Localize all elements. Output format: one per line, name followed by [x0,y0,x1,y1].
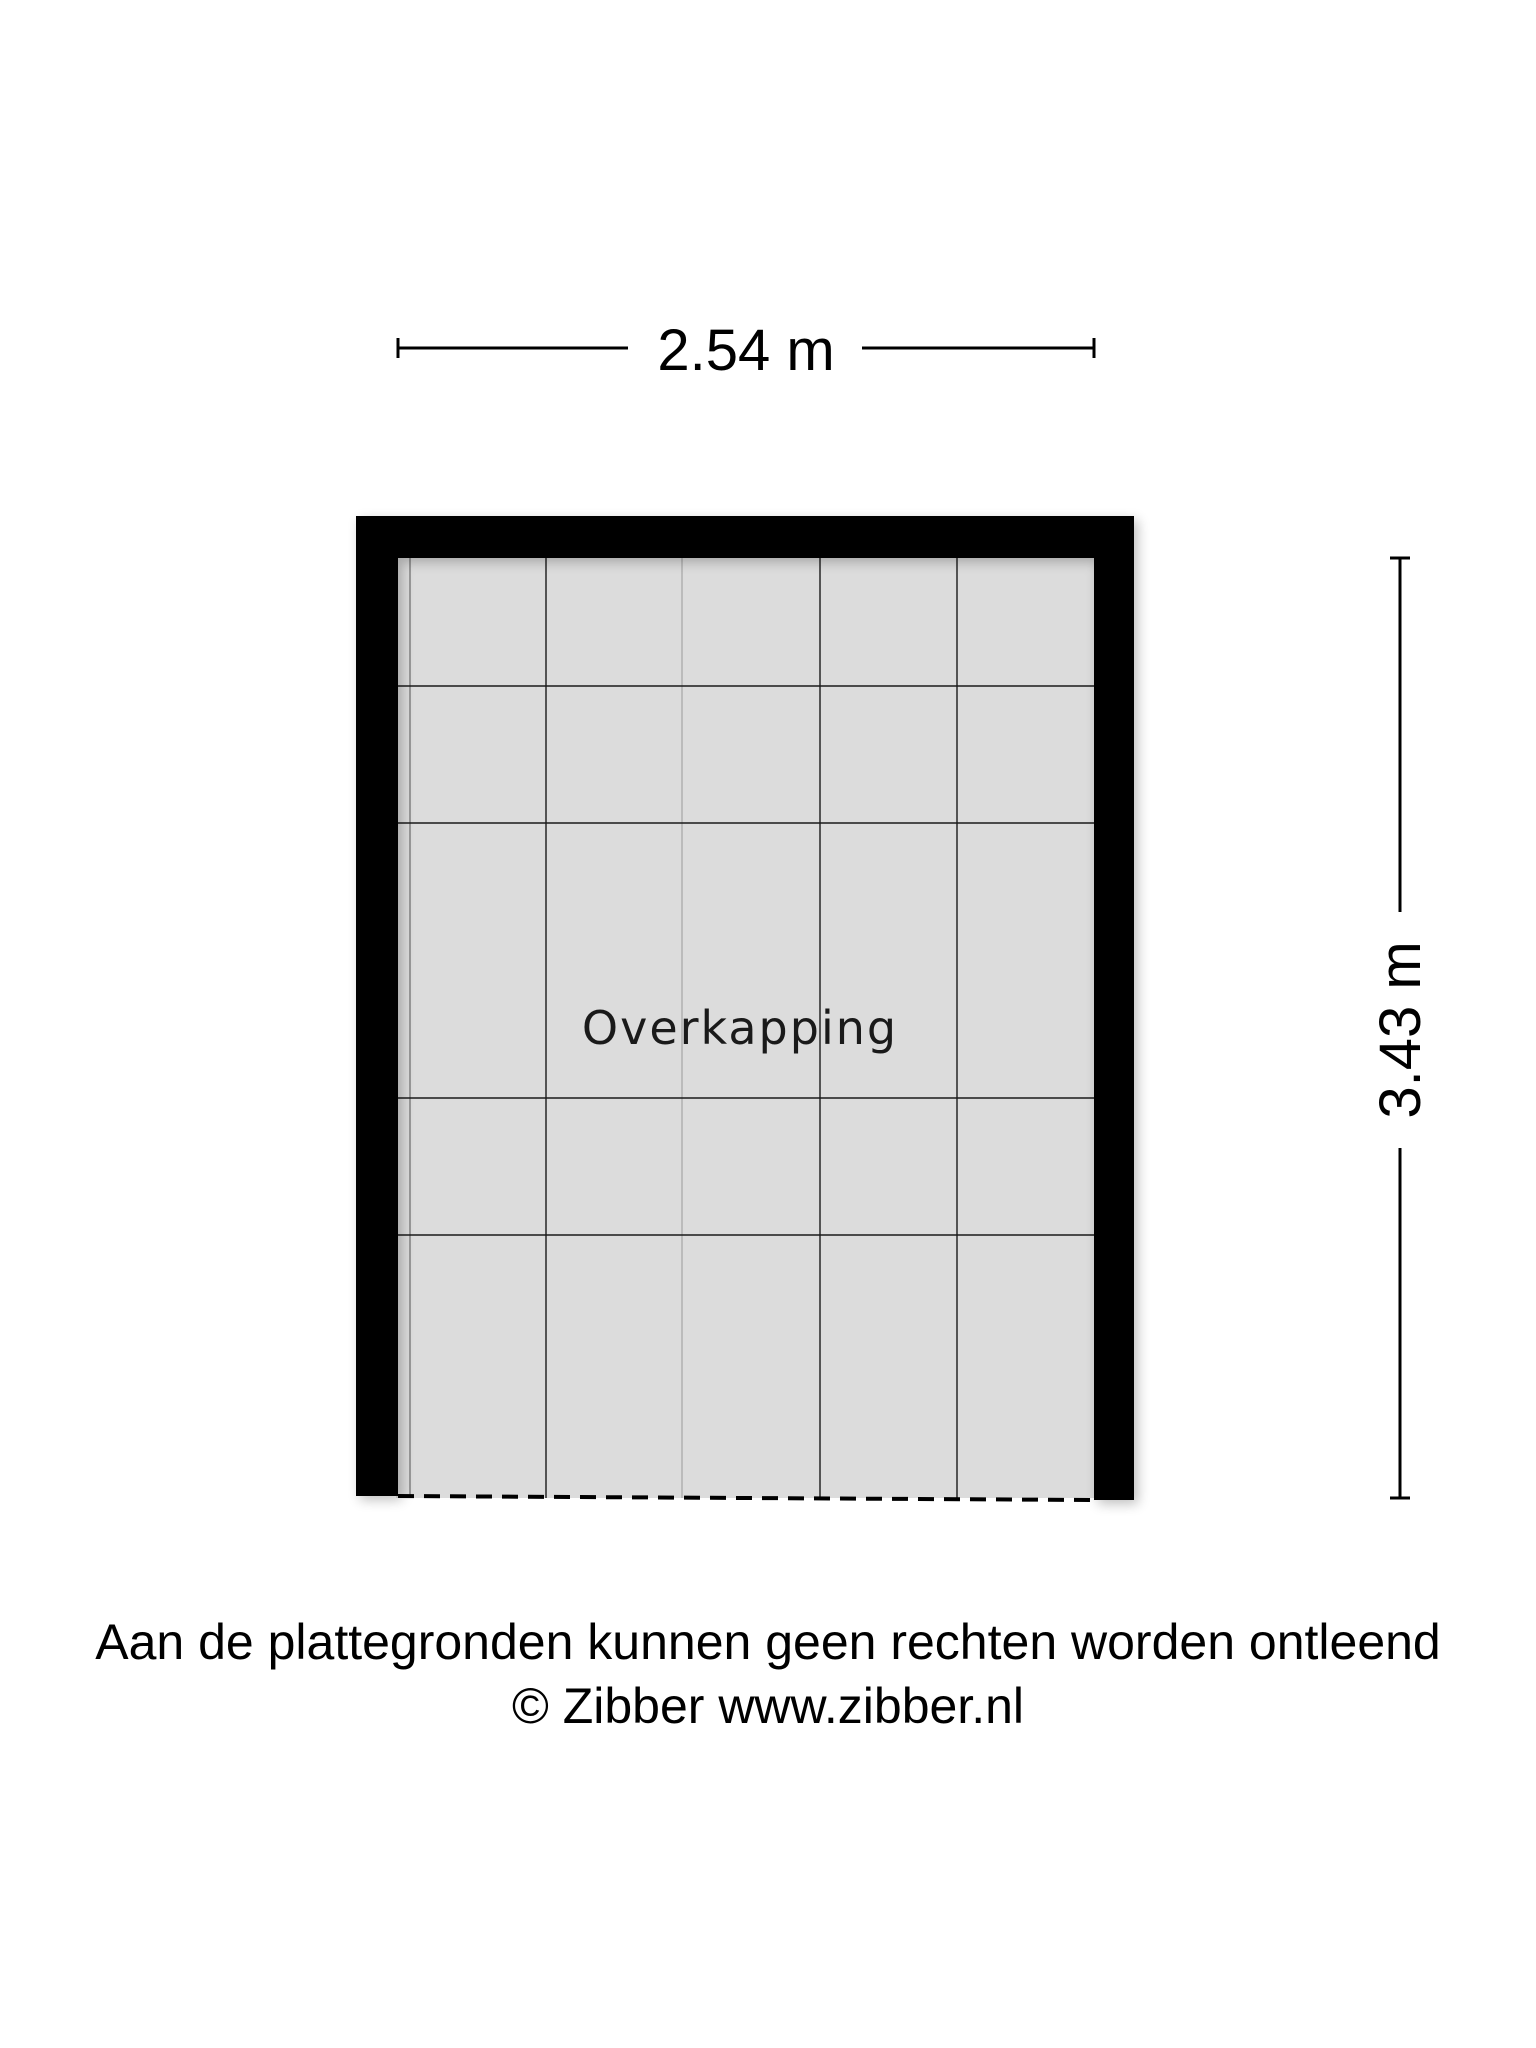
width-dimension-line [398,318,1094,383]
top-wall [356,516,1134,558]
right-wall [1094,516,1134,1500]
width-dimension-label: 2.54 m [657,318,835,383]
height-dimension-line [1368,558,1433,1498]
room-label: Overkapping [581,1001,899,1055]
height-dimension-label: 3.43 m [1368,941,1433,1119]
left-wall [356,516,398,1496]
copyright-text: © Zibber www.zibber.nl [511,1678,1025,1734]
disclaimer-text: Aan de plattegronden kunnen geen rechten worden ontleend [95,1614,1441,1670]
